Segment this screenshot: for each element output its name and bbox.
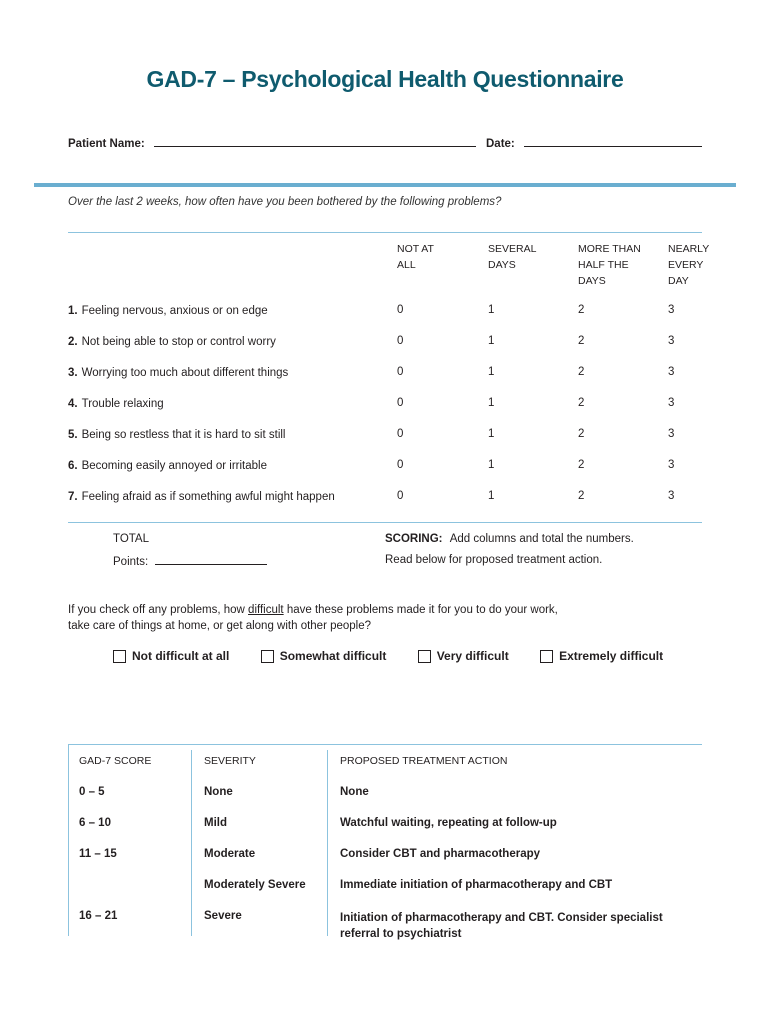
- section-divider: [34, 183, 736, 187]
- score-option[interactable]: 3: [668, 366, 675, 378]
- question-item: 3. Worrying too much about different things: [68, 367, 289, 379]
- question-prompt: Over the last 2 weeks, how often have you been bothered by the following problems?: [68, 196, 502, 208]
- severity-col-line: [68, 744, 69, 936]
- difficulty-options: [113, 649, 691, 666]
- score-option[interactable]: 1: [488, 459, 495, 471]
- score-option[interactable]: 1: [488, 304, 495, 316]
- severity-header-action: PROPOSED TREATMENT ACTION: [340, 755, 508, 767]
- col-header-nearly-every-day: NEARLY EVERY DAY: [668, 243, 710, 287]
- severity-action: Initiation of pharmacotherapy and CBT. Consider specialist referral to psychiatrist: [340, 912, 663, 940]
- score-option[interactable]: 0: [397, 397, 404, 409]
- score-option[interactable]: 2: [578, 397, 585, 409]
- score-option[interactable]: 0: [397, 490, 404, 502]
- severity-action: Consider CBT and pharmacotherapy: [340, 848, 541, 860]
- severity-action: Watchful waiting, repeating at follow-up: [340, 817, 557, 829]
- difficulty-option-very[interactable]: Very difficult: [418, 649, 509, 663]
- score-option[interactable]: 0: [397, 366, 404, 378]
- severity-col-line: [327, 750, 328, 936]
- score-option[interactable]: 1: [488, 397, 495, 409]
- question-item: 2. Not being able to stop or control worry: [68, 336, 276, 348]
- score-option[interactable]: 1: [488, 428, 495, 440]
- checkbox[interactable]: [113, 650, 126, 663]
- question-item: 4. Trouble relaxing: [68, 398, 164, 410]
- score-option[interactable]: 3: [668, 304, 675, 316]
- score-option[interactable]: 1: [488, 366, 495, 378]
- checkbox[interactable]: [418, 650, 431, 663]
- scoring-note-2: Read below for proposed treatment action.: [385, 554, 603, 566]
- score-option[interactable]: 0: [397, 459, 404, 471]
- question-item: 5. Being so restless that it is hard to sit still: [68, 429, 286, 441]
- score-option[interactable]: 3: [668, 335, 675, 347]
- severity-level: Moderate: [204, 848, 256, 860]
- severity-header-severity: SEVERITY: [204, 755, 256, 767]
- table-top-rule: [68, 232, 702, 233]
- date-row: [486, 136, 702, 150]
- date-label: Date:: [486, 138, 515, 150]
- severity-table-top-rule: [68, 744, 702, 745]
- patient-name-label: Patient Name:: [68, 138, 145, 150]
- severity-score: 16 – 21: [79, 910, 118, 922]
- severity-action: Immediate initiation of pharmacotherapy and CBT: [340, 879, 613, 891]
- points-label: Points:: [113, 556, 149, 568]
- score-option[interactable]: 2: [578, 335, 585, 347]
- page-title: GAD-7 – Psychological Health Questionnaire: [146, 66, 624, 92]
- table-bottom-rule: [68, 522, 702, 523]
- severity-header-score: GAD-7 SCORE: [79, 755, 152, 767]
- points-row: [113, 554, 267, 568]
- severity-level: Mild: [204, 817, 227, 829]
- col-header-more-than-half: MORE THAN HALF THE DAYS: [578, 243, 641, 287]
- score-option[interactable]: 0: [397, 428, 404, 440]
- severity-score: 6 – 10: [79, 817, 111, 829]
- score-option[interactable]: 3: [668, 459, 675, 471]
- score-option[interactable]: 0: [397, 335, 404, 347]
- question-item: 6. Becoming easily annoyed or irritable: [68, 460, 267, 472]
- score-option[interactable]: 2: [578, 490, 585, 502]
- score-option[interactable]: 2: [578, 304, 585, 316]
- difficulty-option-somewhat[interactable]: Somewhat difficult: [261, 649, 387, 663]
- severity-score: 11 – 15: [79, 848, 117, 860]
- score-option[interactable]: 2: [578, 428, 585, 440]
- score-option[interactable]: 1: [488, 335, 495, 347]
- score-option[interactable]: 0: [397, 304, 404, 316]
- score-option[interactable]: 2: [578, 366, 585, 378]
- patient-name-field[interactable]: [154, 136, 476, 147]
- patient-name-row: [68, 136, 476, 150]
- score-option[interactable]: 3: [668, 428, 675, 440]
- difficulty-question: If you check off any problems, how difficult have these problems made it for you to do your work, take care of things at home, or get along with other people?: [68, 604, 558, 632]
- date-field[interactable]: [524, 136, 702, 147]
- severity-level: Severe: [204, 910, 242, 922]
- difficulty-option-not[interactable]: Not difficult at all: [113, 649, 229, 663]
- question-item: 1. Feeling nervous, anxious or on edge: [68, 305, 268, 317]
- difficulty-option-extremely[interactable]: Extremely difficult: [540, 649, 663, 663]
- score-option[interactable]: 3: [668, 397, 675, 409]
- checkbox[interactable]: [540, 650, 553, 663]
- total-label: TOTAL: [113, 533, 149, 545]
- col-header-not-at-all: NOT AT ALL: [397, 243, 434, 271]
- severity-score: 0 – 5: [79, 786, 105, 798]
- checkbox[interactable]: [261, 650, 274, 663]
- severity-level: Moderately Severe: [204, 879, 306, 891]
- points-field[interactable]: [155, 554, 267, 565]
- score-option[interactable]: 1: [488, 490, 495, 502]
- severity-col-line: [191, 750, 192, 936]
- score-option[interactable]: 3: [668, 490, 675, 502]
- severity-level: None: [204, 786, 233, 798]
- col-header-several-days: SEVERAL DAYS: [488, 243, 537, 271]
- question-item: 7. Feeling afraid as if something awful might happen: [68, 491, 335, 503]
- severity-action: None: [340, 786, 369, 798]
- scoring-note: SCORING: Add columns and total the numbers.: [385, 533, 634, 545]
- score-option[interactable]: 2: [578, 459, 585, 471]
